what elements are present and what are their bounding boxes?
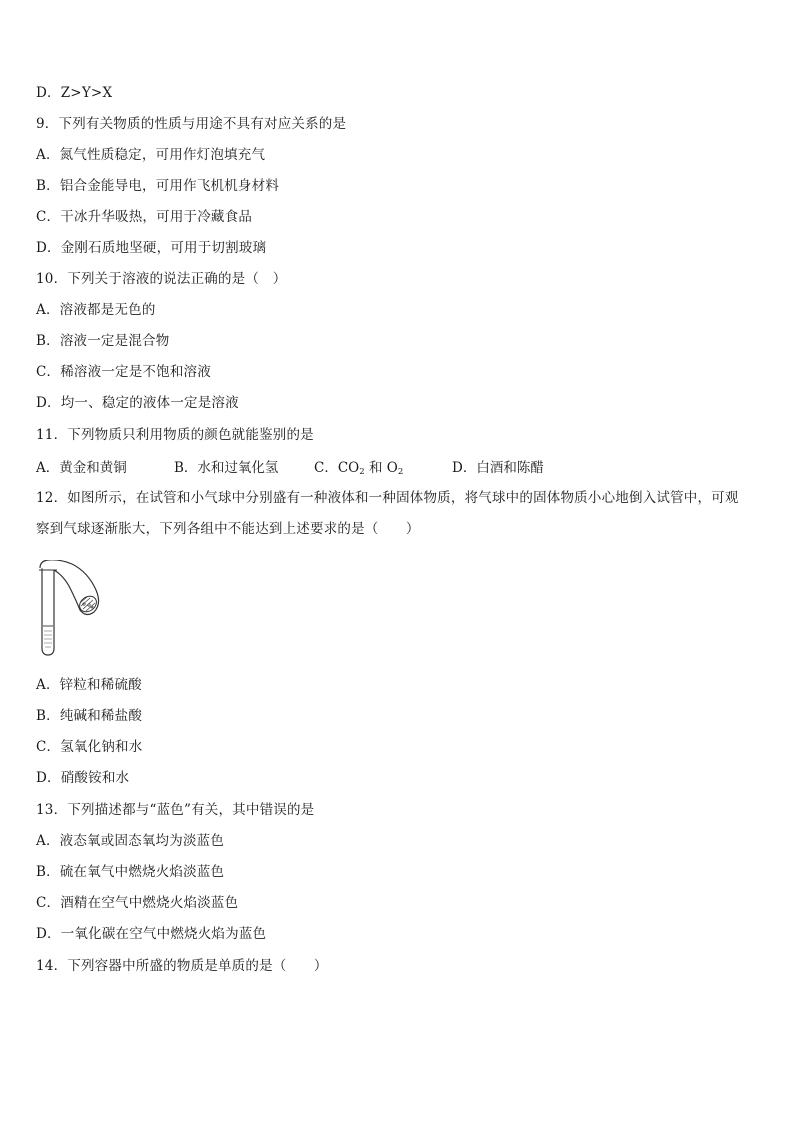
q12-option-c: C．氢氧化钠和水 xyxy=(36,739,143,755)
q13-stem: 13．下列描述都与“蓝色”有关，其中错误的是 xyxy=(36,802,315,818)
q10-option-c: C．稀溶液一定是不饱和溶液 xyxy=(36,364,211,380)
q12-option-d: D．硝酸铵和水 xyxy=(36,770,130,786)
q11-option-d: D．白酒和陈醋 xyxy=(452,460,544,476)
q11-option-c-text1: C．CO xyxy=(314,460,360,476)
q10-stem: 10．下列关于溶液的说法正确的是（ ） xyxy=(36,271,287,287)
test-tube-balloon-figure xyxy=(36,560,106,660)
q10-option-a: A．溶液都是无色的 xyxy=(36,302,156,318)
q11-option-c-text2: 和 O xyxy=(364,460,398,476)
q13-option-b: B．硫在氧气中燃烧火焰淡蓝色 xyxy=(36,864,225,880)
q9-option-d: D．金刚石质地坚硬，可用于切割玻璃 xyxy=(36,240,267,256)
q13-option-d: D．一氧化碳在空气中燃烧火焰为蓝色 xyxy=(36,926,267,942)
q9-stem: 9．下列有关物质的性质与用途不具有对应关系的是 xyxy=(36,116,347,132)
q13-option-a: A．液态氧或固态氧均为淡蓝色 xyxy=(36,833,225,849)
q11-option-c-sub1: 2 xyxy=(359,467,365,477)
q11-options xyxy=(36,456,758,476)
q12-option-a: A．锌粒和稀硫酸 xyxy=(36,677,142,693)
q13-option-c: C．酒精在空气中燃烧火焰淡蓝色 xyxy=(36,895,239,911)
q11-option-b: B．水和过氧化氢 xyxy=(174,460,279,476)
q14-stem: 14．下列容器中所盛的物质是单质的是（ ） xyxy=(36,958,328,974)
q8-option-d: D．Z>Y>X xyxy=(36,85,113,101)
q9-option-b: B．铝合金能导电，可用作飞机机身材料 xyxy=(36,178,280,194)
q11-option-a: A．黄金和黄铜 xyxy=(36,460,127,476)
q11-stem: 11．下列物质只利用物质的颜色就能鉴别的是 xyxy=(36,427,314,443)
q10-option-b: B．溶液一定是混合物 xyxy=(36,333,170,349)
q9-option-a: A．氮气性质稳定，可用作灯泡填充气 xyxy=(36,147,266,163)
test-tube-balloon-diagram xyxy=(36,560,106,660)
q9-option-c: C．干冰升华吸热，可用于冷藏食品 xyxy=(36,209,253,225)
q12-option-b: B．纯碱和稀盐酸 xyxy=(36,708,143,724)
q10-option-d: D．均一、稳定的液体一定是溶液 xyxy=(36,395,239,411)
q11-option-c-sub2: 2 xyxy=(397,467,404,477)
q12-stem-line2: 察到气球逐渐胀大，下列各组中不能达到上述要求的是（ ） xyxy=(36,521,420,537)
q12-stem-line1: 12．如图所示，在试管和小气球中分别盛有一种液体和一种固体物质，将气球中的固体物质小心地倒入试管中，可观 xyxy=(36,490,739,506)
q11-option-c xyxy=(314,456,403,477)
